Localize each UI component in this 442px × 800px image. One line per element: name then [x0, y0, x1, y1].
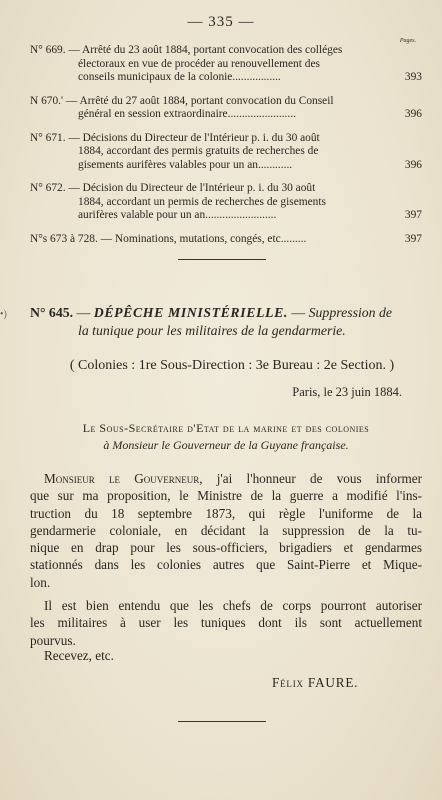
toc-entry-title: N° 669. — Arrêté du 23 août 1884, portant convocation des colléges [30, 44, 343, 56]
section-divider [178, 721, 266, 722]
date-line: Paris, le 23 juin 1884. [292, 385, 402, 399]
sender-line: Le Sous-Secrétaire d'Etat de la marine et des colonies [82, 421, 370, 435]
margin-mark: •) [0, 309, 7, 320]
paragraph-line: stationnés dans les colonies autres que Saint-Pierre et Mique- [30, 557, 422, 573]
toc-entry-continuation: général en session extraordinaire........................ [78, 108, 296, 120]
toc-entry-continuation: aurifères valable pour un an......................... [78, 209, 277, 221]
section-divider [178, 259, 266, 260]
toc-entry-page: 396 [404, 108, 422, 120]
paragraph [30, 470, 422, 591]
toc-entry-continuation: gisements aurifères valables pour un an............ [78, 158, 293, 171]
toc-entry-670 [30, 95, 422, 122]
paragraph-line-text: j'ai l'honneur de vous informer [202, 471, 422, 486]
heading-dash: — [287, 305, 309, 320]
letter-body [30, 470, 422, 649]
paragraph-line: que sur ma proposition, le Ministre de la guerre a modifié l'ins- [30, 488, 422, 504]
toc-entry-continuation: 1884, accordant des permis gratuits de recherches de [78, 145, 319, 157]
toc-entry-continuation: 1884, accordant un permis de recherches de gisements [78, 195, 326, 208]
toc-entry-672 [30, 182, 422, 223]
toc-entry-title: N° 671. — Décisions du Directeur de l'Intérieur p. i. du 30 août [30, 131, 320, 144]
toc-entry-page: 397 [404, 232, 422, 245]
salutation: Monsieur le Gouverneur, [44, 471, 203, 486]
document-subject-continuation: la tunique pour les militaires de la gendarmerie. [78, 323, 346, 338]
toc-entry-page: 397 [404, 209, 422, 221]
paragraph-line: pourvus. [30, 632, 76, 648]
toc-entry-title: N°s 673 à 728. — Nominations, mutations, congés, etc......... [30, 232, 307, 245]
toc-entry-title: N 670.' — Arrêté du 27 août 1884, portant convocation du Conseil [30, 94, 334, 107]
toc-entry-page: 396 [404, 158, 422, 171]
toc-entry-continuation: électoraux en vue de procéder au renouvellement des [78, 57, 320, 70]
address-block [30, 420, 422, 454]
toc-entry-page: 393 [404, 71, 422, 83]
paragraph-line: truction du 18 septembre 1873, qui règle l'uniforme de la [30, 505, 422, 521]
paragraph-line: les militaires à user les tuniques dont ils sont actuellement [30, 615, 422, 631]
heading-line-1 [30, 304, 426, 322]
toc-entry-continuation: conseils municipaux de la colonie................. [78, 71, 281, 83]
toc-entry-673-728 [30, 233, 422, 247]
document-type: DÉPÊCHE MINISTÉRIELLE. [93, 305, 288, 320]
document-number: N° 645. [30, 305, 74, 320]
toc-entry-671 [30, 132, 422, 173]
toc-entry-669 [30, 44, 422, 85]
paragraph-line: Il est bien entendu que les chefs de corps pourront autoriser [44, 598, 422, 614]
paragraph-line: gendarmerie coloniale, en décidant la suppression de la tu- [30, 522, 422, 538]
paragraph [30, 597, 422, 649]
table-of-contents [30, 44, 422, 256]
pages-column-label: Pages. [399, 38, 416, 44]
department-line: ( Colonies : 1re Sous-Direction : 3e Bureau : 2e Section. ) [69, 358, 395, 373]
signature: Félix FAURE. [272, 675, 359, 690]
document-subject: Suppression de [308, 305, 393, 320]
heading-dash: — [73, 305, 94, 320]
page-number: — 335 — [187, 14, 255, 30]
toc-entry-title: N° 672. — Décision du Directeur de l'Intérieur p. i. du 30 août [30, 182, 316, 194]
document-heading [30, 304, 426, 340]
paragraph-line [30, 470, 422, 487]
paragraph-line: nique en drap pour les sous-officiers, brigadiers et gendarmes [30, 540, 422, 556]
recipient-line: à Monsieur le Gouverneur de la Guyane française. [103, 438, 349, 452]
closing-line: Recevez, etc. [44, 648, 114, 663]
paragraph-line: lon. [30, 574, 51, 590]
